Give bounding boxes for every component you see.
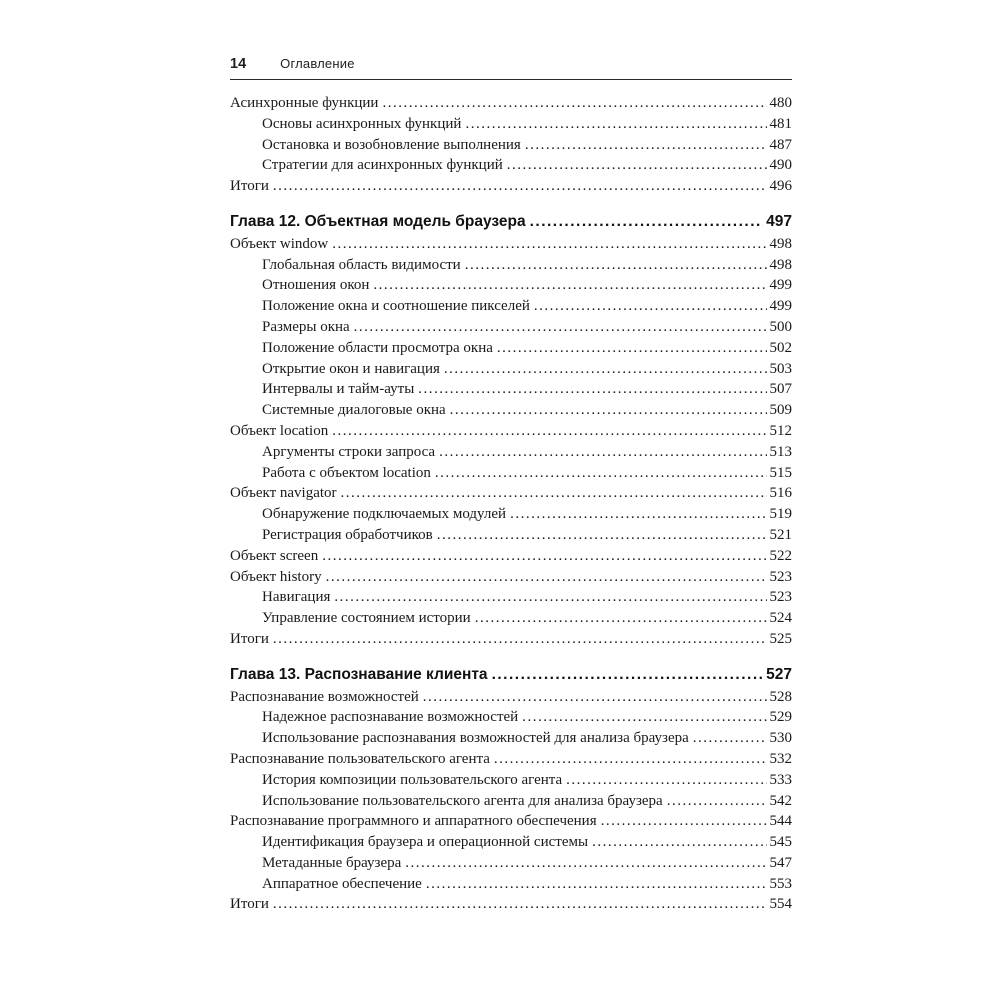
toc-entry-title: Распознавание программного и аппаратного обеспечения — [230, 813, 597, 830]
toc-entry-page: 542 — [769, 792, 792, 809]
toc-entry-title: Метаданные браузера — [262, 854, 402, 871]
toc-entry-page: 525 — [769, 630, 792, 647]
toc-entry-title: Отношения окон — [262, 277, 370, 294]
dot-leader — [492, 665, 764, 686]
toc-entry-page: 497 — [766, 212, 792, 230]
toc-entry — [230, 317, 792, 338]
toc-entry-title: История композиции пользовательского агента — [262, 771, 563, 788]
toc-entry-page: 522 — [769, 547, 792, 564]
toc-entry-page: 502 — [769, 339, 792, 356]
toc-entry — [230, 421, 792, 442]
toc-entry — [230, 93, 792, 114]
toc-entry-title: Объект navigator — [230, 485, 337, 502]
dot-leader — [405, 853, 766, 874]
toc-entry-page: 527 — [766, 665, 792, 683]
dot-leader — [426, 874, 767, 895]
dot-leader — [418, 379, 766, 400]
toc-entry-title: Остановка и возобновление выполнения — [262, 136, 521, 153]
toc-entry — [230, 770, 792, 791]
toc-entry — [230, 629, 792, 650]
page-content — [230, 56, 792, 915]
toc-entry — [230, 275, 792, 296]
toc-entry — [230, 707, 792, 728]
dot-leader — [534, 296, 767, 317]
dot-leader — [507, 155, 767, 176]
dot-leader — [522, 707, 766, 728]
page-number: 14 — [230, 56, 247, 72]
toc-chapter-entry — [230, 665, 792, 686]
running-head: Оглавление — [280, 56, 355, 71]
toc-entry-page: 499 — [769, 277, 792, 294]
toc-entry-page: 507 — [769, 381, 792, 398]
toc-entry-title: Глобальная область видимости — [262, 256, 461, 273]
dot-leader — [341, 483, 767, 504]
toc-entry-page: 480 — [769, 95, 792, 111]
toc-entry-title: Надежное распознавание возможностей — [262, 709, 519, 726]
dot-leader — [332, 234, 766, 255]
toc-entry-title: Асинхронные функции — [230, 95, 379, 111]
dot-leader — [332, 421, 766, 442]
toc-entry-title: Итоги — [230, 178, 269, 195]
toc-entry — [230, 504, 792, 525]
toc-entry-title: Открытие окон и навигация — [262, 360, 440, 377]
toc-entry — [230, 379, 792, 400]
toc-entry — [230, 567, 792, 588]
dot-leader — [354, 317, 767, 338]
dot-leader — [530, 212, 764, 233]
header-rule — [230, 79, 792, 80]
toc-entry-page: 528 — [769, 688, 792, 705]
toc-entry-page: 519 — [769, 506, 792, 523]
toc-entry-title: Использование распознавания возможностей для анализа браузера — [262, 730, 689, 747]
toc-entry — [230, 811, 792, 832]
toc-entry — [230, 832, 792, 853]
dot-leader — [494, 749, 767, 770]
dot-leader — [475, 608, 767, 629]
toc-entry — [230, 359, 792, 380]
toc-entry-page: 513 — [769, 443, 792, 460]
dot-leader — [465, 255, 767, 276]
dot-leader — [273, 629, 767, 650]
toc-entry — [230, 546, 792, 567]
toc-entry — [230, 400, 792, 421]
toc-entry-page: 554 — [769, 896, 792, 913]
dot-leader — [601, 811, 767, 832]
toc-entry — [230, 728, 792, 749]
toc-entry-page: 498 — [769, 256, 792, 273]
toc-entry-page: 523 — [769, 568, 792, 585]
toc-entry-page: 521 — [769, 526, 792, 543]
toc-entry — [230, 176, 792, 197]
toc-entry-page: 530 — [769, 730, 792, 747]
toc-entry-title: Распознавание пользовательского агента — [230, 750, 490, 767]
toc-entry — [230, 135, 792, 156]
toc-entry — [230, 114, 792, 135]
toc-entry-page: 547 — [769, 854, 792, 871]
toc-entry-page: 523 — [769, 589, 792, 606]
dot-leader — [450, 400, 767, 421]
page-header — [230, 56, 792, 72]
toc-entry — [230, 155, 792, 176]
toc-entry-title: Итоги — [230, 630, 269, 647]
dot-leader — [465, 114, 766, 135]
toc-entry-title: Интервалы и тайм-ауты — [262, 381, 415, 398]
dot-leader — [373, 275, 766, 296]
toc-entry-title: Использование пользовательского агента для анализа браузера — [262, 792, 663, 809]
toc-entry-title: Аргументы строки запроса — [262, 443, 436, 460]
toc-entry-page: 496 — [769, 178, 792, 195]
dot-leader — [437, 525, 767, 546]
toc-entry-page: 545 — [769, 834, 792, 851]
toc-entry — [230, 608, 792, 629]
toc-entry-page: 544 — [769, 813, 792, 830]
toc-entry-page: 503 — [769, 360, 792, 377]
dot-leader — [592, 832, 766, 853]
toc-entry — [230, 442, 792, 463]
toc-entry-page: 490 — [769, 157, 792, 174]
toc-entry-title: Аппаратное обеспечение — [262, 875, 422, 892]
toc-entry-page: 524 — [769, 610, 792, 627]
dot-leader — [525, 135, 767, 156]
toc-list — [230, 93, 792, 915]
toc-entry-page: 500 — [769, 318, 792, 335]
toc-entry-page: 529 — [769, 709, 792, 726]
dot-leader — [566, 770, 766, 791]
toc-entry-title: Основы асинхронных функций — [262, 115, 462, 132]
toc-entry-page: 532 — [769, 750, 792, 767]
dot-leader — [667, 791, 767, 812]
dot-leader — [273, 176, 767, 197]
toc-entry — [230, 338, 792, 359]
dot-leader — [273, 894, 767, 915]
toc-entry-page: 512 — [769, 422, 792, 439]
toc-entry-title: Идентификация браузера и операционной системы — [262, 834, 589, 851]
toc-entry-title: Стратегии для асинхронных функций — [262, 157, 503, 174]
toc-entry — [230, 853, 792, 874]
toc-entry-title: Обнаружение подключаемых модулей — [262, 506, 507, 523]
toc-entry — [230, 894, 792, 915]
toc-chapter-entry — [230, 212, 792, 233]
dot-leader — [326, 567, 767, 588]
dot-leader — [444, 359, 767, 380]
toc-entry — [230, 874, 792, 895]
toc-entry-page: 487 — [769, 136, 792, 153]
toc-entry-title: Объект screen — [230, 547, 319, 564]
toc-entry-title: Управление состоянием истории — [262, 610, 471, 627]
toc-entry-title: Регистрация обработчиков — [262, 526, 433, 543]
toc-entry — [230, 749, 792, 770]
toc-entry-title: Объект window — [230, 235, 329, 252]
toc-entry — [230, 463, 792, 484]
toc-entry-title: Навигация — [262, 589, 331, 606]
toc-entry — [230, 255, 792, 276]
toc-entry-page: 509 — [769, 402, 792, 419]
toc-entry-title: Размеры окна — [262, 318, 350, 335]
toc-entry-title: Объект history — [230, 568, 322, 585]
toc-entry — [230, 587, 792, 608]
toc-entry — [230, 687, 792, 708]
toc-entry — [230, 483, 792, 504]
toc-entry-title: Работа с объектом location — [262, 464, 431, 481]
toc-entry-title: Итоги — [230, 896, 269, 913]
toc-entry-title: Объект location — [230, 422, 329, 439]
dot-leader — [693, 728, 767, 749]
dot-leader — [334, 587, 766, 608]
toc-entry — [230, 296, 792, 317]
toc-entry-title: Глава 13. Распознавание клиента — [230, 665, 488, 683]
toc-entry-title: Распознавание возможностей — [230, 688, 419, 705]
dot-leader — [497, 338, 767, 359]
dot-leader — [510, 504, 766, 525]
dot-leader — [382, 93, 766, 114]
toc-entry-page: 515 — [769, 464, 792, 481]
toc-entry-page: 499 — [769, 298, 792, 315]
dot-leader — [322, 546, 766, 567]
toc-entry-title: Положение области просмотра окна — [262, 339, 493, 356]
toc-entry — [230, 791, 792, 812]
toc-entry-title: Положение окна и соотношение пикселей — [262, 298, 530, 315]
toc-entry-page: 553 — [769, 875, 792, 892]
toc-entry-title: Глава 12. Объектная модель браузера — [230, 212, 526, 230]
toc-entry — [230, 525, 792, 546]
toc-entry-page: 533 — [769, 771, 792, 788]
dot-leader — [423, 687, 767, 708]
toc-entry-page: 481 — [769, 115, 792, 132]
toc-entry-page: 516 — [769, 485, 792, 502]
toc-entry-page: 498 — [769, 235, 792, 252]
toc-entry — [230, 234, 792, 255]
dot-leader — [439, 442, 766, 463]
toc-entry-title: Системные диалоговые окна — [262, 402, 446, 419]
dot-leader — [435, 463, 767, 484]
